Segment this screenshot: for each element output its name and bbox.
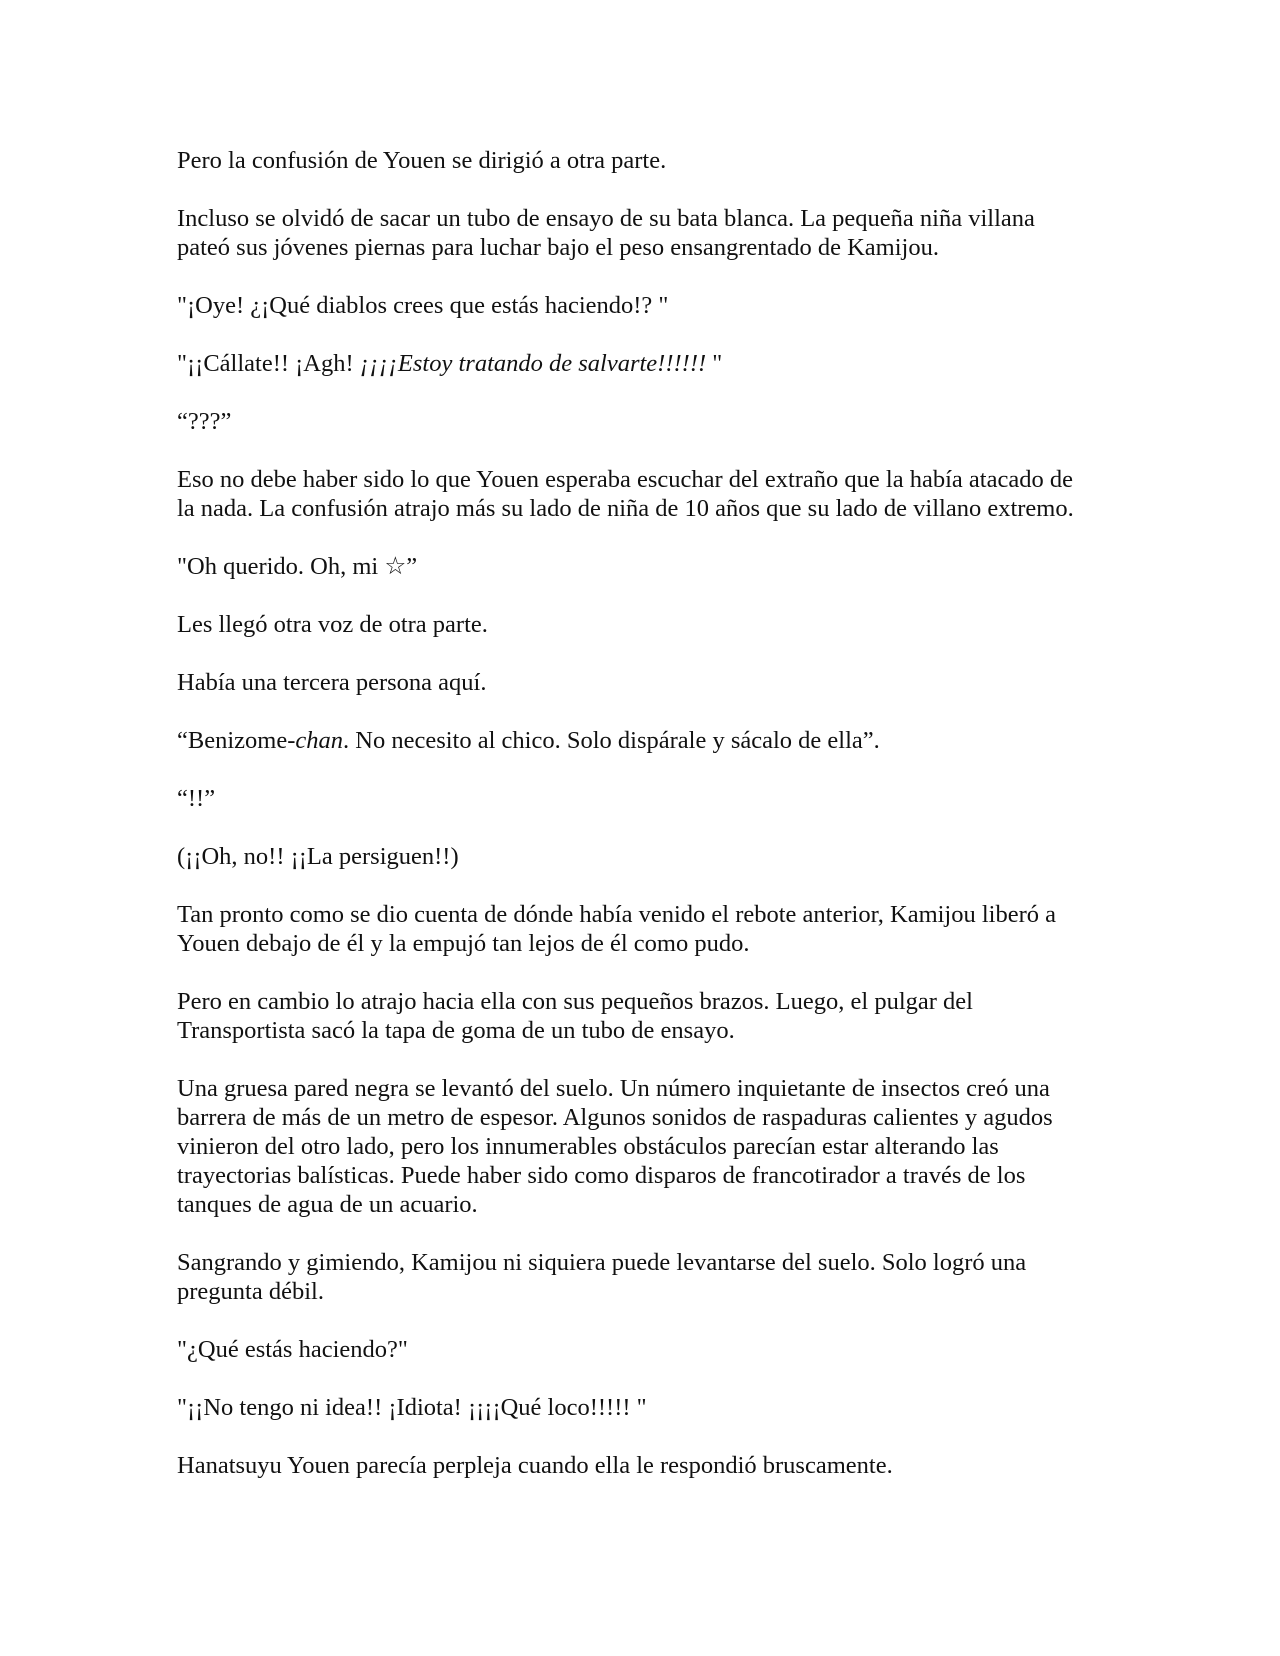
text-segment: "¡Oye! ¿¡Qué diablos crees que estás haciendo!? "	[177, 292, 669, 319]
text-segment: trayectorias balísticas. Puede haber sido como disparos de francotirador a través de los	[177, 1162, 1026, 1189]
text-line	[177, 1451, 1177, 1480]
text-line	[177, 929, 1177, 958]
text-segment: Había una tercera persona aquí.	[177, 669, 487, 696]
text-line	[177, 1074, 1177, 1103]
paragraph	[177, 1248, 1177, 1306]
document-page	[177, 146, 1177, 1509]
text-line	[177, 465, 1177, 494]
text-line	[177, 1335, 1177, 1364]
text-line	[177, 900, 1177, 929]
text-line	[177, 1103, 1177, 1132]
text-segment: Sangrando y gimiendo, Kamijou ni siquiera puede levantarse del suelo. Solo logró una	[177, 1249, 1027, 1276]
paragraph	[177, 349, 1177, 378]
text-line	[177, 291, 1177, 320]
paragraph	[177, 1335, 1177, 1364]
text-segment: Una gruesa pared negra se levantó del suelo. Un número inquietante de insectos creó una	[177, 1075, 1050, 1102]
text-line	[177, 842, 1177, 871]
text-segment: Pero en cambio lo atrajo hacia ella con sus pequeños brazos. Luego, el pulgar del	[177, 988, 973, 1015]
text-segment: vinieron del otro lado, pero los innumerables obstáculos parecían estar alterando las	[177, 1133, 999, 1160]
paragraph	[177, 291, 1177, 320]
paragraph	[177, 146, 1177, 175]
text-segment: Tan pronto como se dio cuenta de dónde había venido el rebote anterior, Kamijou liberó a	[177, 901, 1057, 928]
text-segment: Hanatsuyu Youen parecía perpleja cuando ella le respondió bruscamente.	[177, 1452, 893, 1479]
paragraph	[177, 900, 1177, 958]
text-line	[177, 552, 1177, 581]
text-segment: barrera de más de un metro de espesor. Algunos sonidos de raspaduras calientes y agudos	[177, 1104, 1053, 1131]
text-line	[177, 233, 1177, 262]
text-line	[177, 726, 1177, 755]
text-line	[177, 1132, 1177, 1161]
text-segment: "Oh querido. Oh, mi ☆”	[177, 553, 418, 580]
text-segment: "¿Qué estás haciendo?"	[177, 1336, 408, 1363]
text-segment: (¡¡Oh, no!! ¡¡La persiguen!!)	[177, 843, 459, 870]
text-line	[177, 668, 1177, 697]
text-line	[177, 1393, 1177, 1422]
paragraph	[177, 407, 1177, 436]
text-segment: "¡¡No tengo ni idea!! ¡Idiota! ¡¡¡¡Qué loco!!!!! "	[177, 1394, 647, 1421]
paragraph	[177, 842, 1177, 871]
text-line	[177, 1161, 1177, 1190]
text-segment: "	[706, 350, 723, 377]
text-segment: Transportista sacó la tapa de goma de un tubo de ensayo.	[177, 1017, 735, 1044]
text-line	[177, 1248, 1177, 1277]
text-segment: Les llegó otra voz de otra parte.	[177, 611, 488, 638]
text-line	[177, 987, 1177, 1016]
paragraph	[177, 465, 1177, 523]
paragraph	[177, 552, 1177, 581]
text-line	[177, 1190, 1177, 1219]
text-line	[177, 204, 1177, 233]
text-segment: Pero la confusión de Youen se dirigió a otra parte.	[177, 147, 667, 174]
text-segment: tanques de agua de un acuario.	[177, 1191, 478, 1218]
italic-text: ¡¡¡¡Estoy tratando de salvarte!!!!!!	[359, 350, 707, 377]
text-line	[177, 146, 1177, 175]
paragraph	[177, 1451, 1177, 1480]
paragraph	[177, 668, 1177, 697]
text-segment: Incluso se olvidó de sacar un tubo de ensayo de su bata blanca. La pequeña niña villana	[177, 205, 1035, 232]
text-segment: “???”	[177, 408, 232, 435]
text-segment: la nada. La confusión atrajo más su lado de niña de 10 años que su lado de villano extremo.	[177, 495, 1074, 522]
text-segment: "¡¡Cállate!! ¡Agh!	[177, 350, 360, 377]
paragraph	[177, 784, 1177, 813]
text-line	[177, 784, 1177, 813]
text-line	[177, 494, 1177, 523]
text-line	[177, 1277, 1177, 1306]
text-line	[177, 1016, 1177, 1045]
text-line	[177, 407, 1177, 436]
paragraph	[177, 1074, 1177, 1219]
paragraph	[177, 987, 1177, 1045]
paragraph	[177, 1393, 1177, 1422]
paragraph	[177, 204, 1177, 262]
text-segment: Youen debajo de él y la empujó tan lejos de él como pudo.	[177, 930, 750, 957]
text-segment: pregunta débil.	[177, 1278, 324, 1305]
text-segment: “Benizome-	[177, 727, 296, 754]
paragraph	[177, 610, 1177, 639]
text-line	[177, 610, 1177, 639]
text-segment: “!!”	[177, 785, 216, 812]
text-segment: pateó sus jóvenes piernas para luchar bajo el peso ensangrentado de Kamijou.	[177, 234, 939, 261]
text-segment: Eso no debe haber sido lo que Youen esperaba escuchar del extraño que la había atacado de	[177, 466, 1073, 493]
text-segment: . No necesito al chico. Solo dispárale y sácalo de ella”.	[343, 727, 880, 754]
italic-text: chan	[295, 727, 343, 754]
text-line	[177, 349, 1177, 378]
paragraph	[177, 726, 1177, 755]
